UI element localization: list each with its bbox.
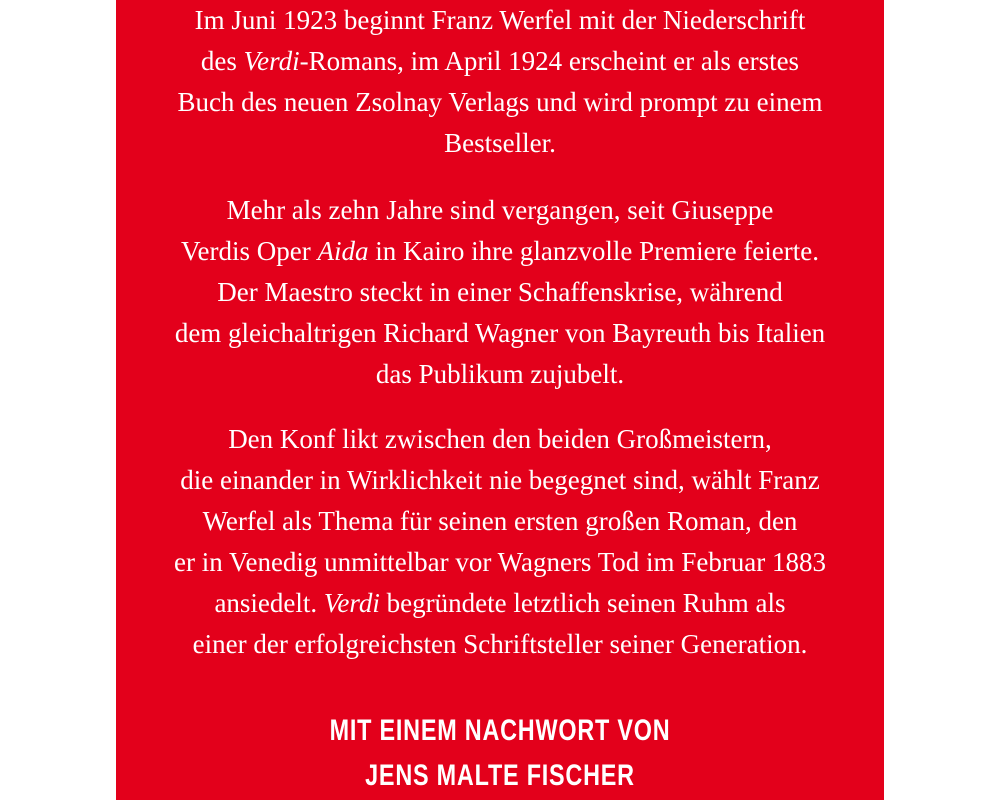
blurb-line: Mehr als zehn Jahre sind vergangen, seit Giuseppe	[226, 195, 774, 225]
blurb-line: die einander in Wirklichkeit nie begegnet sind, wählt Franz	[180, 465, 820, 495]
book-back-cover	[116, 0, 884, 800]
blurb-line: Der Maestro steckt in einer Schaffenskrise, während	[217, 277, 783, 307]
blurb-text: begründete letztlich seinen Ruhm als	[379, 588, 786, 618]
blurb-text: in Kairo ihre glanzvolle Premiere feierte.	[368, 236, 820, 266]
opera-title-italic: Aida	[317, 236, 369, 266]
book-title-italic: Verdi	[323, 588, 380, 618]
blurb-line	[116, 41, 884, 82]
blurb-line: Bestseller.	[444, 128, 556, 158]
blurb-text: -Romans, im April 1924 erscheint er als erstes	[299, 46, 800, 76]
blurb-line: einer der erfolgreichsten Schriftsteller seiner Generation.	[192, 629, 808, 659]
blurb-line: das Publikum zujubelt.	[375, 359, 625, 389]
blurb-line: er in Venedig unmittelbar vor Wagners Tod im Februar 1883	[173, 547, 827, 577]
blurb-line	[116, 583, 884, 624]
blurb-line	[116, 231, 884, 272]
blurb-line: Den Konf likt zwischen den beiden Großmeistern,	[228, 424, 772, 454]
blurb-text: Verdis Oper	[180, 236, 318, 266]
blurb-paragraph-3	[116, 419, 884, 665]
blurb-text: ansiedelt.	[214, 588, 324, 618]
blurb-paragraph-2	[116, 190, 884, 395]
blurb-line: Im Juni 1923 beginnt Franz Werfel mit der Niederschrift	[194, 5, 806, 35]
blurb-line: Buch des neuen Zsolnay Verlags und wird prompt zu einem	[177, 87, 823, 117]
blurb-paragraph-1	[116, 0, 884, 164]
blurb-text: des	[200, 46, 244, 76]
book-title-italic: Verdi	[243, 46, 300, 76]
afterword-credit	[200, 708, 799, 798]
blurb-line: Werfel als Thema für seinen ersten großen Roman, den	[202, 506, 798, 536]
afterword-credit-line: MIT EINEM NACHWORT VON	[329, 714, 671, 747]
blurb-line: dem gleichaltrigen Richard Wagner von Bayreuth bis Italien	[174, 318, 826, 348]
afterword-author-name: JENS MALTE FISCHER	[365, 759, 635, 792]
